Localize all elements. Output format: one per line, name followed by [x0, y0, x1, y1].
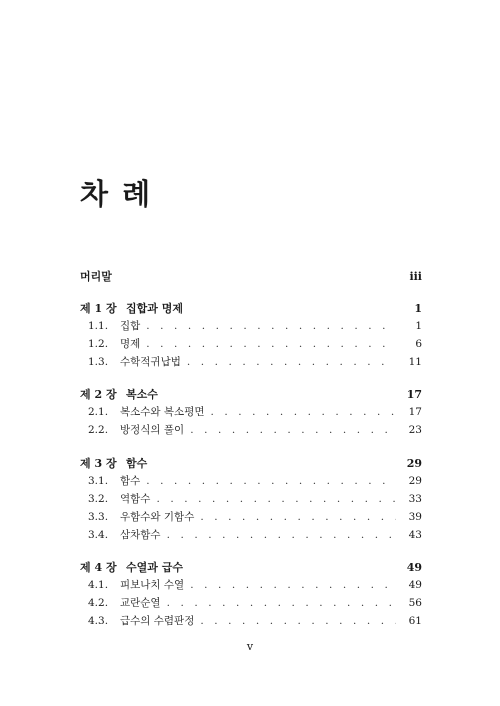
toc-leader: [187, 356, 396, 368]
page-number: v: [246, 640, 254, 653]
toc-leader: [156, 493, 396, 505]
section-page: 39: [408, 511, 422, 523]
chapter-title: 함수: [126, 457, 148, 470]
page-title: 차 례: [80, 177, 153, 211]
section-number: 4.2.: [88, 597, 109, 609]
chapter-title: 복소수: [126, 388, 158, 401]
chapter-page: 49: [406, 561, 422, 574]
chapter-number: 제 3 장: [80, 457, 117, 470]
section-page: 61: [408, 615, 422, 627]
toc-leader: [200, 615, 396, 627]
chapter-number: 제 2 장: [80, 388, 117, 401]
chapter-page: 17: [406, 388, 422, 401]
toc-entry-section[interactable]: [80, 509, 422, 527]
toc-entry-section[interactable]: [80, 577, 422, 595]
section-title: 수학적귀납법: [120, 356, 181, 368]
section-page: 56: [408, 597, 422, 609]
section-title: 방정식의 풀이: [120, 424, 185, 436]
section-number: 1.1.: [88, 320, 109, 332]
chapter-number: 제 1 장: [80, 302, 117, 315]
chapter-page: 1: [414, 302, 422, 315]
section-number: 1.3.: [88, 356, 109, 368]
section-page: 33: [408, 493, 422, 505]
toc-entry-section[interactable]: [80, 491, 422, 509]
toc-entry-chapter[interactable]: [80, 455, 422, 473]
toc-entry-chapter[interactable]: [80, 300, 422, 318]
section-title: 교란순열: [120, 597, 161, 609]
section-page: 6: [415, 338, 422, 350]
section-title: 피보나치 수열: [120, 579, 185, 591]
section-page: 23: [408, 424, 422, 436]
toc-entry-chapter[interactable]: [80, 386, 422, 404]
section-page: 43: [408, 529, 422, 541]
toc-leader: [167, 529, 396, 541]
chapter-page: 29: [406, 457, 422, 470]
section-number: 3.2.: [88, 493, 109, 505]
chapter-title: 수열과 급수: [126, 561, 183, 574]
toc-entry-section[interactable]: [80, 613, 422, 631]
section-page: 49: [408, 579, 422, 591]
section-page: 17: [408, 406, 422, 418]
toc-entry-section[interactable]: [80, 527, 422, 545]
toc-entry-page: iii: [409, 270, 422, 283]
section-number: 4.3.: [88, 615, 109, 627]
section-number: 2.1.: [88, 406, 109, 418]
section-title: 급수의 수렴판정: [120, 615, 195, 627]
toc-entry-title: 머리말: [80, 270, 112, 283]
toc-leader: [146, 320, 396, 332]
section-page: 11: [408, 356, 422, 368]
section-number: 3.4.: [88, 529, 109, 541]
toc-leader: [146, 338, 396, 350]
section-title: 우함수와 기함수: [120, 511, 195, 523]
section-number: 3.3.: [88, 511, 109, 523]
toc-leader: [146, 475, 396, 487]
toc-entry-section[interactable]: [80, 595, 422, 613]
toc-leader: [167, 597, 396, 609]
section-title: 삼차함수: [120, 529, 161, 541]
section-page: 29: [408, 475, 422, 487]
section-number: 3.1.: [88, 475, 109, 487]
toc-entry-chapter[interactable]: [80, 559, 422, 577]
section-title: 명제: [120, 338, 141, 350]
toc-entry-section[interactable]: [80, 318, 422, 336]
chapter-title: 집합과 명제: [126, 302, 183, 315]
section-page: 1: [415, 320, 422, 332]
toc-entry-section[interactable]: [80, 336, 422, 354]
section-number: 4.1.: [88, 579, 109, 591]
section-title: 함수: [120, 475, 141, 487]
toc-leader: [210, 406, 396, 418]
toc-entry-preface[interactable]: [80, 268, 422, 286]
section-title: 복소수와 복소평면: [120, 406, 205, 418]
toc-leader: [190, 579, 396, 591]
chapter-number: 제 4 장: [80, 561, 117, 574]
section-title: 집합: [120, 320, 141, 332]
section-title: 역함수: [120, 493, 151, 505]
toc-entry-section[interactable]: [80, 473, 422, 491]
section-number: 2.2.: [88, 424, 109, 436]
toc-entry-section[interactable]: [80, 404, 422, 422]
toc-entry-section[interactable]: [80, 422, 422, 440]
toc-leader: [200, 511, 396, 523]
section-number: 1.2.: [88, 338, 109, 350]
toc-entry-section[interactable]: [80, 354, 422, 372]
toc-leader: [190, 424, 396, 436]
